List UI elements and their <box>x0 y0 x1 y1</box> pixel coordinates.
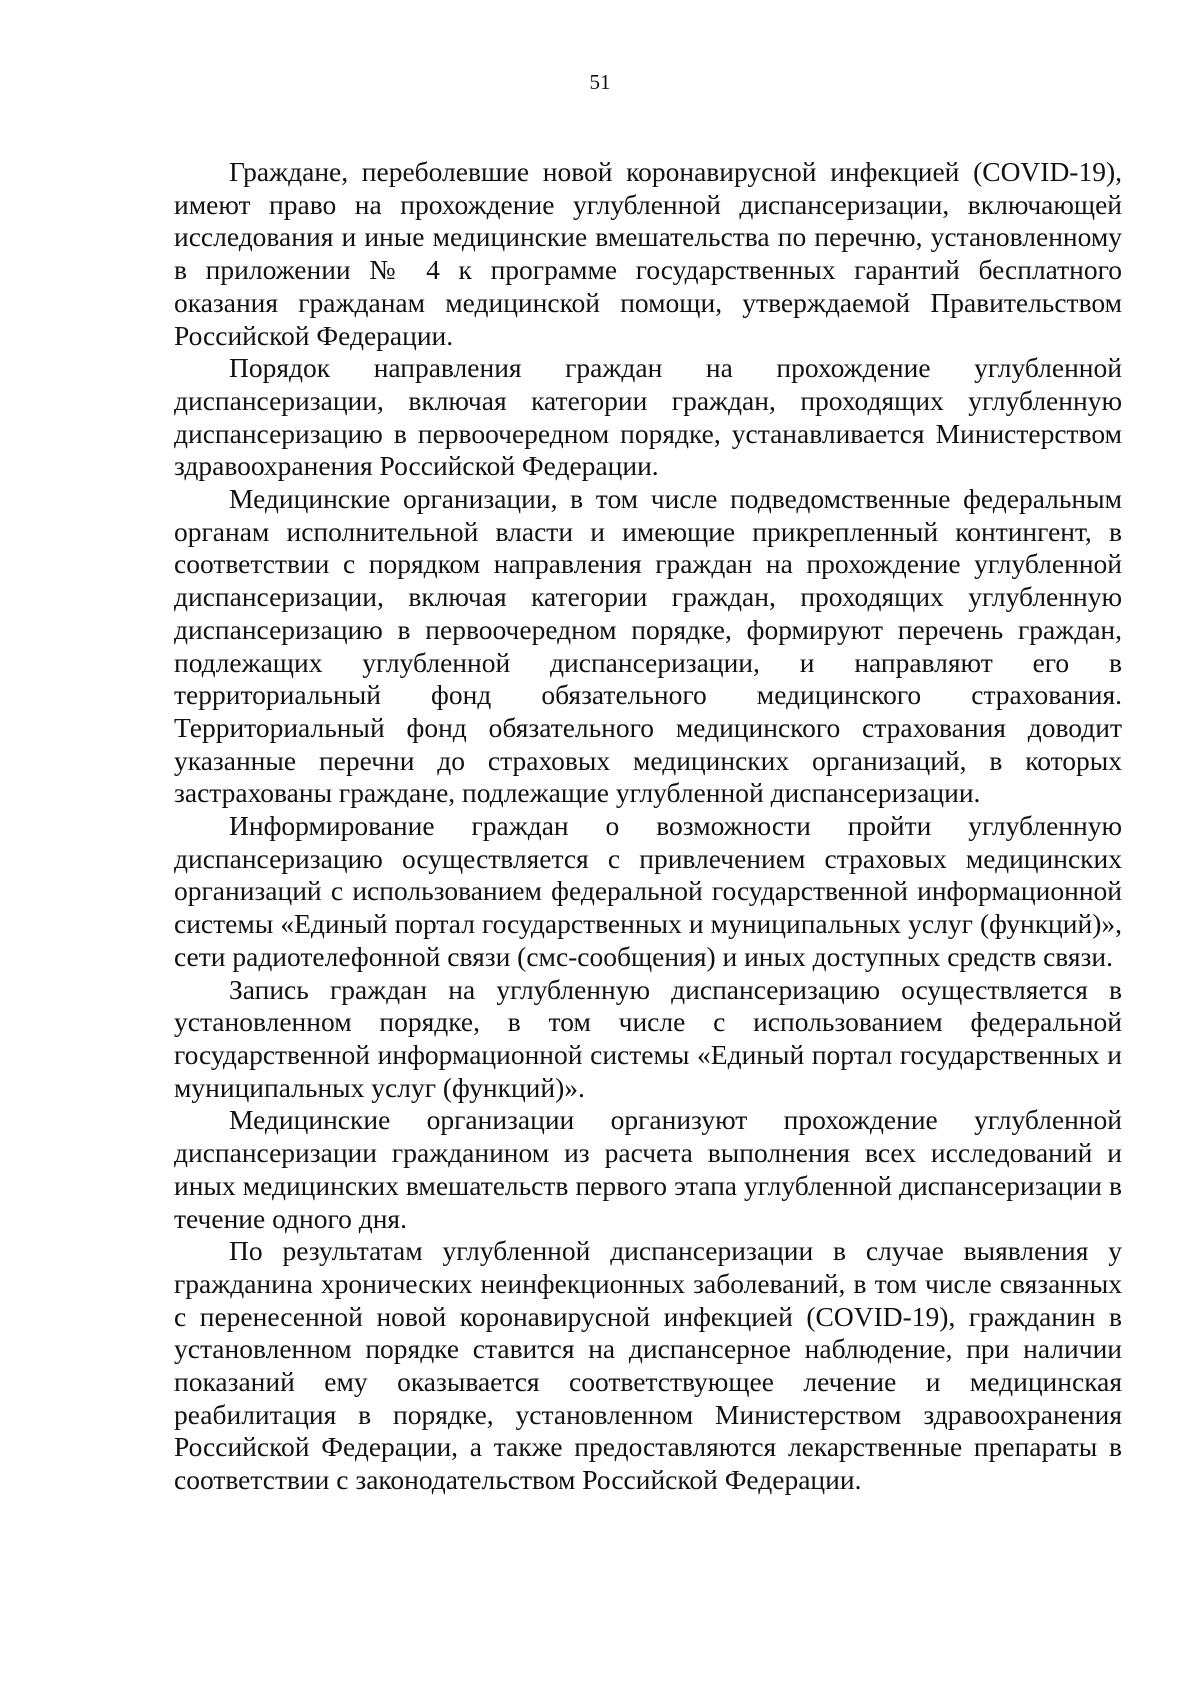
paragraph-citizen-informing: Информирование граждан о возможности пройти углубленную диспансеризацию осуществляется с привлечением страховых медицинских организаций с использованием федеральной государственной информационной системы «Единый портал государственных и муниципальных услуг (функций)», сети радиотелефонной связи (смс-сообщения) и иных доступных средств связи. <box>174 810 1122 972</box>
page-number: 51 <box>589 70 611 94</box>
paragraph-follow-up-care: По результатам углубленной диспансеризации в случае выявления у гражданина хронических неинфекционных заболеваний, в том числе связанных с перенесенной новой коронавирусной инфекцией (COVID-19), гражданин в установленном порядке ставится на диспансерное наблюдение, при наличии показаний ему оказывается соответствующее лечение и медицинская реабилитация в порядке, установленном Министерством здравоохранения Российской Федерации, а также предоставляются лекарственные препараты в соответствии с законодательством Российской Федерации. <box>174 1235 1122 1496</box>
paragraph-one-day-completion: Медицинские организации организуют прохождение углубленной диспансеризации гражданином из расчета выполнения всех исследований и иных медицинских вмешательств первого этапа углубленной диспансеризации в течение одного дня. <box>174 1104 1122 1234</box>
document-body <box>174 156 1122 1497</box>
paragraph-covid-eligibility: Граждане, переболевшие новой коронавирусной инфекцией (COVID-19), имеют право на прохождение углубленной диспансеризации, включающей исследования и иные медицинские вмешательства по перечню, установленному в приложении № 4 к программе государственных гарантий бесплатного оказания гражданам медицинской помощи, утверждаемой Правительством Российской Федерации. <box>174 156 1122 351</box>
paragraph-medical-organizations-lists: Медицинские организации, в том числе подведомственные федеральным органам исполнительной власти и имеющие прикрепленный контингент, в соответствии с порядком направления граждан на прохождение углубленной диспансеризации, включая категории граждан, проходящих углубленную диспансеризацию в первоочередном порядке, формируют перечень граждан, подлежащих углубленной диспансеризации, и направляют его в территориальный фонд обязательного медицинского страхования. Территориальный фонд обязательного медицинского страхования доводит указанные перечни до страховых медицинских организаций, в которых застрахованы граждане, подлежащие углубленной диспансеризации. <box>174 483 1122 809</box>
paragraph-referral-procedure: Порядок направления граждан на прохождение углубленной диспансеризации, включая категории граждан, проходящих углубленную диспансеризацию в первоочередном порядке, устанавливается Министерством здравоохранения Российской Федерации. <box>174 352 1122 482</box>
paragraph-registration: Запись граждан на углубленную диспансеризацию осуществляется в установленном порядке, в том числе с использованием федеральной государственной информационной системы «Единый портал государственных и муниципальных услуг (функций)». <box>174 973 1122 1103</box>
